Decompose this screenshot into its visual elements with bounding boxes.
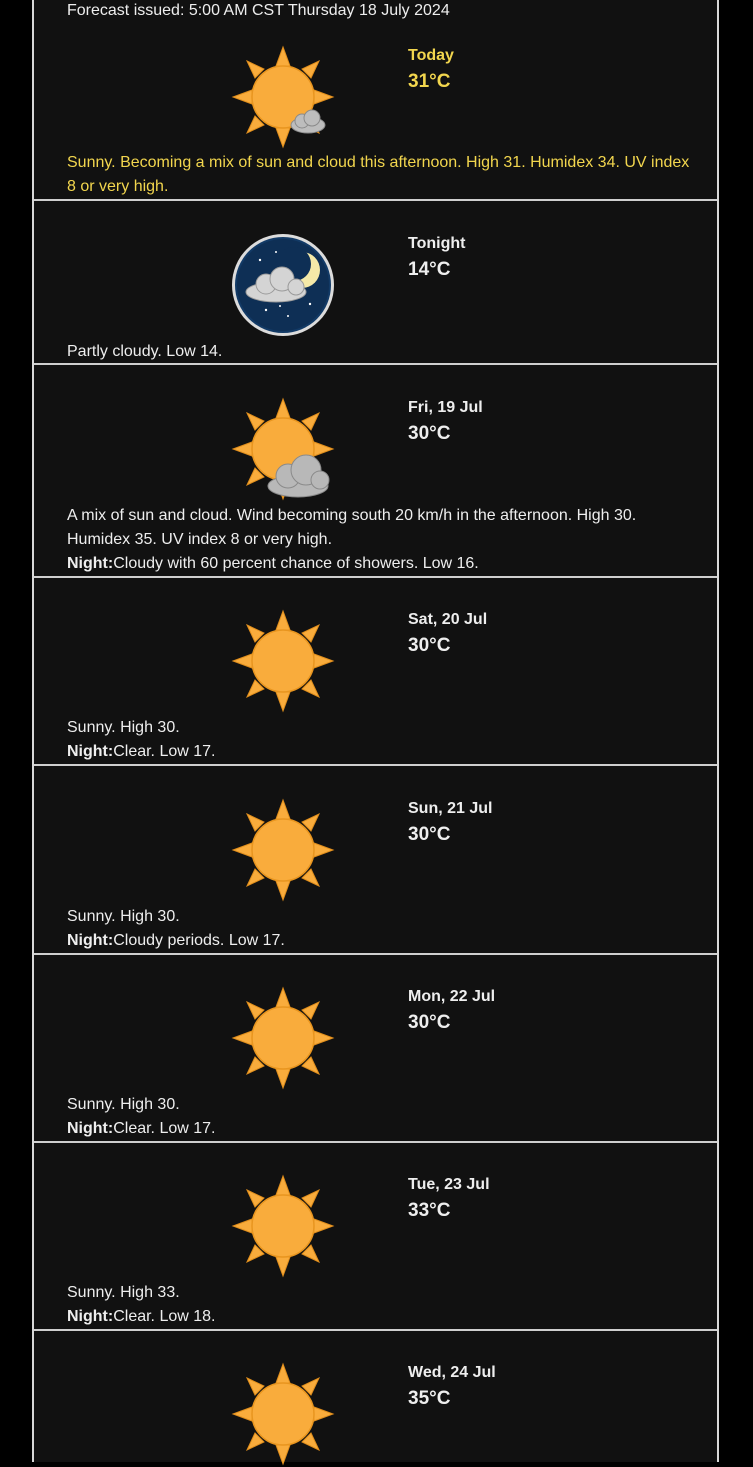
- divider: [34, 363, 717, 365]
- night-text: Cloudy with 60 percent chance of showers. Low 16.: [113, 555, 479, 572]
- period-name: Sun, 21 Jul: [408, 800, 493, 817]
- sun-icon: [230, 1361, 336, 1467]
- period-name: Tue, 23 Jul: [408, 1176, 490, 1193]
- sun-icon: [230, 1173, 336, 1279]
- period-temperature: 14°C: [408, 259, 451, 280]
- divider: [34, 1141, 717, 1143]
- period-summary: Partly cloudy. Low 14.: [67, 343, 223, 360]
- partly-cloudy-night-icon: [230, 232, 336, 338]
- period-summary: Sunny. High 33.: [67, 1284, 180, 1301]
- night-label: Night:: [67, 1120, 114, 1137]
- night-label: Night:: [67, 743, 114, 760]
- period-summary: Sunny. Becoming a mix of sun and cloud this afternoon. High 31. Humidex 34. UV index 8 or very high.: [67, 154, 690, 195]
- divider: [34, 764, 717, 766]
- night-text: Clear. Low 18.: [113, 1308, 216, 1325]
- period-name: Fri, 19 Jul: [408, 399, 483, 416]
- sun-icon: [230, 985, 336, 1091]
- night-text: Cloudy periods. Low 17.: [113, 932, 285, 949]
- period-summary: Sunny. High 30.: [67, 908, 180, 925]
- night-forecast: [67, 1305, 697, 1329]
- divider: [34, 199, 717, 201]
- period-summary: Sunny. High 30.: [67, 719, 180, 736]
- period-name: Mon, 22 Jul: [408, 988, 496, 1005]
- night-label: Night:: [67, 932, 114, 949]
- divider: [34, 576, 717, 578]
- period-name: Wed, 24 Jul: [408, 1364, 496, 1381]
- night-label: Night:: [67, 555, 114, 572]
- period-temperature: 35°C: [408, 1388, 451, 1409]
- sun-icon: [230, 608, 336, 714]
- sun-and-cloud-icon: [230, 396, 336, 502]
- night-forecast: [67, 740, 697, 764]
- night-forecast: [67, 552, 697, 576]
- period-name: Tonight: [408, 235, 466, 252]
- period-summary: Sunny. High 30.: [67, 1096, 180, 1113]
- night-forecast: [67, 929, 697, 953]
- period-temperature: 30°C: [408, 635, 451, 656]
- period-temperature: 30°C: [408, 1012, 451, 1033]
- period-name: Sat, 20 Jul: [408, 611, 488, 628]
- night-text: Clear. Low 17.: [113, 743, 216, 760]
- night-text: Clear. Low 17.: [113, 1120, 216, 1137]
- divider: [34, 1329, 717, 1331]
- period-summary: A mix of sun and cloud. Wind becoming south 20 km/h in the afternoon. High 30. Humidex 35. UV index 8 or very high.: [67, 507, 637, 548]
- forecast-panel: [32, 0, 719, 1462]
- sun-icon: [230, 797, 336, 903]
- period-temperature: 33°C: [408, 1200, 451, 1221]
- sunny-with-small-cloud-icon: [230, 44, 336, 150]
- period-temperature: 31°C: [408, 71, 451, 92]
- period-temperature: 30°C: [408, 824, 451, 845]
- night-label: Night:: [67, 1308, 114, 1325]
- forecast-issued-text: Forecast issued: 5:00 AM CST Thursday 18 July 2024: [67, 2, 450, 19]
- period-temperature: 30°C: [408, 423, 451, 444]
- divider: [34, 953, 717, 955]
- period-name: Today: [408, 47, 454, 64]
- night-forecast: [67, 1117, 697, 1141]
